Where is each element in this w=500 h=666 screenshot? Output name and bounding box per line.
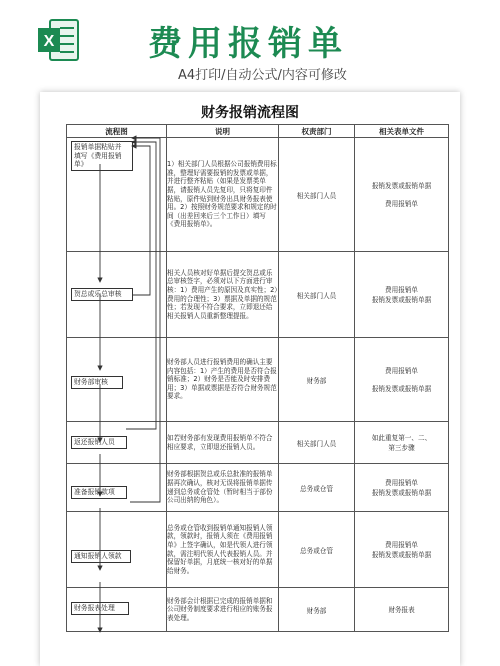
table-row [67,338,449,422]
flow-step-box: 准备报销款项 [71,486,127,499]
documents-cell [355,338,449,422]
documents-cell [355,252,449,338]
column-header: 流程图 [67,125,167,138]
table-row [67,138,449,252]
flow-step-box: 通知报销人领款 [71,550,131,563]
document-item: 费用报销单 [385,285,418,294]
description-cell: 相关人员核对好单据后提交贺总或乐总审核签字，必须对以下方面进行审核：1）费用产生的原因及真实性；2）费用的合理性；3）票据及单据的规范性；若发现不符合要求，立即退还给相关报销人员重新整理提报。 [167,252,279,338]
description-cell: 财务部人员进行报销费用的确认主要内容包括：1）产生的费用是否符合报销标准；2）财务是否能及时安排费用；3）单据或票据是否符合财务规范要求。 [167,338,279,422]
table-row [67,588,449,632]
document-item: 报销发票或报销单据 [371,550,432,559]
documents-cell [355,464,449,512]
description-cell: 财务部会计根据已完成的报销单据和公司财务制度要求进行相应的账务报表处理。 [167,588,279,632]
department-cell: 财务部 [279,588,355,632]
flow-step-box: 财务报表处理 [71,602,129,615]
documents-cell [355,138,449,252]
department-cell: 总务或仓管 [279,464,355,512]
document-item: 费用报销单 [385,366,418,375]
document-item: 费用报销单 [385,199,418,208]
flow-cell [67,252,167,338]
department-cell: 相关部门人员 [279,252,355,338]
flow-step-box: 贺总或乐总审核 [71,288,133,301]
flow-step-line: 填写《费用报销 [74,151,122,160]
flow-step-box: 财务部审核 [71,376,123,389]
document-item: 如此重复第一、二、 [371,433,432,442]
description-cell: 如若财务部有发现费用报销单不符合相应要求，立即退还报销人员。 [167,422,279,464]
document-item: 报销发票或报销单据 [371,384,432,393]
description-cell: 总务或仓管收到报销单通知报销人领款，领款时，报销人须在《费用报销单》上签字确认，如是代领人进行领款，需注明代领人代表报销人员。并保留好单据，月底统一核对好的单据给财务。 [167,512,279,588]
description-cell: 财务部根据贺总或乐总批准的报销单据再次确认，核对无误将报销单据传递到总务或仓管处（暂时相当于部份公司出纳的角色）。 [167,464,279,512]
sheet-title: 财务报销流程图 [201,105,299,121]
description-cell: 1）相关部门人员根据公司报销费用标准，整理好需要报销的发票或单据，并进行整齐粘贴（如果是发票类单据，请报销人员先复印，只将复印件粘贴，原件贴到财务出具财务报表使用。2）按照财务规范要求和规定的时间（出差回来后三个工作日）填写《费用报销单》。 [167,138,279,252]
document-item: 第三步骤 [388,443,415,452]
page-title: 费用报销单 [148,24,348,64]
flow-step-line: 单》 [74,160,88,168]
column-header: 相关表单文件 [355,125,449,138]
department-cell: 相关部门人员 [279,422,355,464]
table-row [67,422,449,464]
department-cell: 财务部 [279,338,355,422]
documents-cell [355,422,449,464]
flow-step-box [71,141,133,171]
document-sheet [40,92,460,666]
flow-cell [67,338,167,422]
flow-step-line: 报销单据粘贴并 [74,143,122,151]
document-item: 报销发票或报销单据 [371,181,432,190]
document-item: 财务报表 [388,605,415,614]
documents-cell [355,588,449,632]
document-item: 费用报销单 [385,478,418,487]
flow-cell [67,422,167,464]
table-header-row [67,125,449,138]
table-row [67,464,449,512]
document-item: 报销发票或报销单据 [371,295,432,304]
column-header: 说明 [167,125,279,138]
header [0,0,500,90]
document-item: 报销发票或报销单据 [371,488,432,497]
documents-cell [355,512,449,588]
department-cell: 相关部门人员 [279,138,355,252]
flow-cell [67,588,167,632]
page-subtitle: A4打印/自动公式/内容可修改 [178,68,347,83]
flow-cell [67,138,167,252]
flow-cell [67,464,167,512]
process-table [66,124,449,632]
column-header: 权责部门 [279,125,355,138]
flow-cell [67,512,167,588]
document-item: 费用报销单 [385,540,418,549]
table-row [67,252,449,338]
svg-text:X: X [43,33,55,50]
department-cell: 总务或仓管 [279,512,355,588]
table-row [67,512,449,588]
flow-step-box: 返还报销人员 [71,436,127,449]
excel-icon [36,16,80,64]
